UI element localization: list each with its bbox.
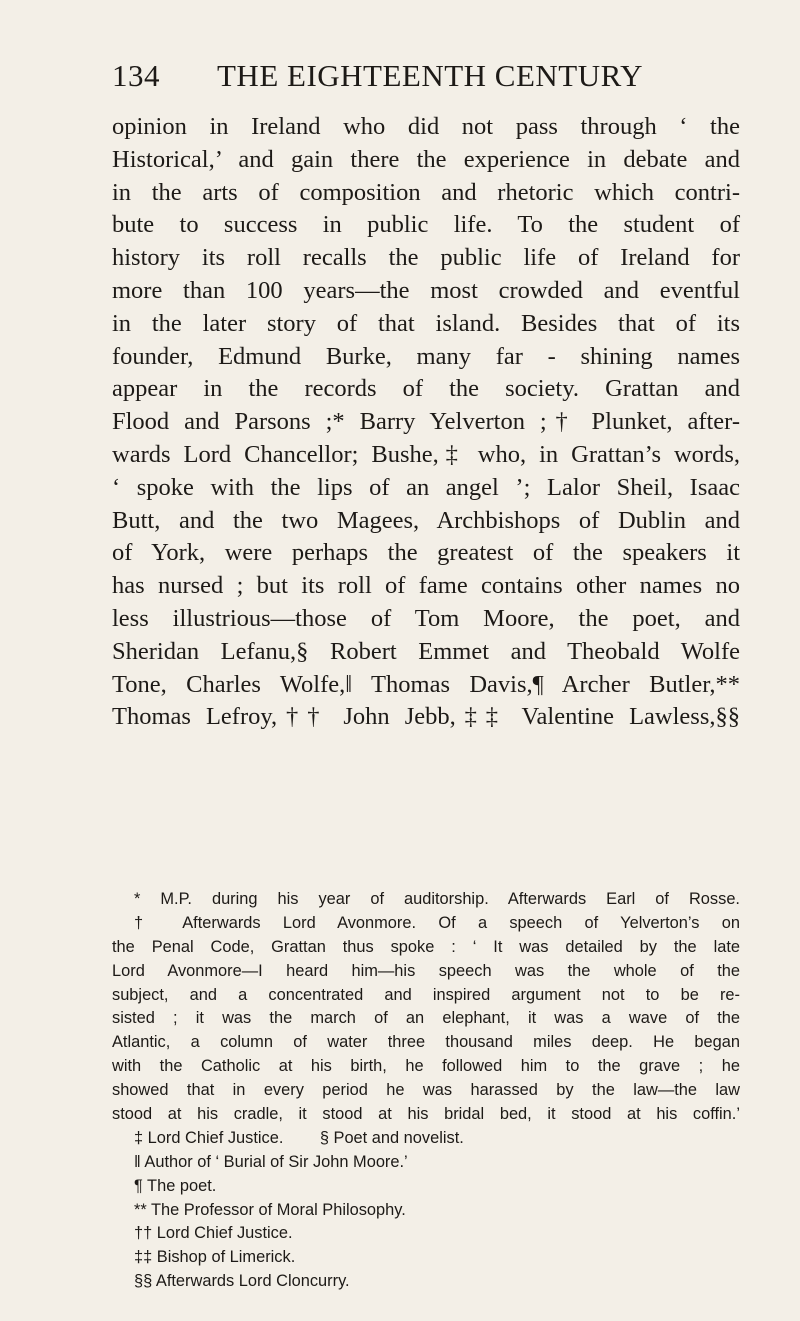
footnote-line: * M.P. during his year of auditorship. Afterwards Earl of Rosse. [134,890,740,908]
footnote-line: Lord Avonmore—I heard him—his speech was the whole of the [112,961,740,980]
text-line: of York, were perhaps the greatest of the speakers it [112,539,740,567]
footnote-line: §§ Afterwards Lord Cloncurry. [134,1272,350,1291]
footnote-line: sisted ; it was the march of an elephant, it was a wave of the [112,1009,740,1028]
text-line: less illustrious—those of Tom Moore, the poet, and [112,604,740,632]
text-line: ‘ spoke with the lips of an angel ’; Lalor Sheil, Isaac [112,473,740,501]
footnote-line: the Penal Code, Grattan thus spoke : ‘ It was detailed by the late [112,937,740,956]
footnote-line: showed that in every period he was harassed by the law—the law [112,1081,740,1100]
text-line: appear in the records of the society. Grattan and [112,375,740,403]
text-line: Historical,’ and gain there the experience in debate and [112,145,740,173]
footnote-line: Atlantic, a column of water three thousand miles deep. He began [112,1033,740,1052]
text-line: Thomas Lefroy,†† John Jebb,‡‡ Valentine Lawless,§§ [112,703,740,731]
footnote-line: subject, and a concentrated and inspired argument not to be re- [112,985,740,1004]
text-line: Flood and Parsons ;* Barry Yelverton ;† Plunket, after- [112,408,740,436]
footnote-line: ‡ Lord Chief Justice. § Poet and novelist. [134,1128,464,1147]
running-head: THE EIGHTEENTH CENTURY [217,58,643,93]
text-line: in the arts of composition and rhetoric which contri- [112,178,740,206]
text-line: history its roll recalls the public life of Ireland for [112,244,740,272]
footnote-line: † Afterwards Lord Avonmore. Of a speech of Yelverton’s on [134,913,740,932]
footnote-line: †† Lord Chief Justice. [134,1224,293,1243]
footnote-line: ** The Professor of Moral Philosophy. [134,1200,406,1219]
text-line: has nursed ; but its roll of fame contains other names no [112,572,740,600]
text-line: Tone, Charles Wolfe,‖ Thomas Davis,¶ Archer Butler,** [112,670,740,698]
footnote-line: ‡‡ Bishop of Limerick. [134,1248,296,1267]
footnote-line: ‖ Author of ‘ Burial of Sir John Moore.’ [134,1152,408,1171]
text-line: Butt, and the two Magees, Archbishops of Dublin and [112,506,740,534]
text-line: in the later story of that island. Besides that of its [112,309,740,337]
page-number: 134 [112,58,160,93]
main-text [112,111,740,734]
text-line: Sheridan Lefanu,§ Robert Emmet and Theobald Wolfe [112,637,740,665]
footnotes [112,888,740,1294]
text-line: opinion in Ireland who did not pass through ‘ the [112,113,740,140]
text-line: founder, Edmund Burke, many far - shining names [112,342,740,370]
footnote-line: stood at his cradle, it stood at his bridal bed, it stood at his coffin.’ [112,1105,740,1124]
footnote-line: with the Catholic at his birth, he followed him to the grave ; he [112,1057,740,1076]
text-line: bute to success in public life. To the student of [112,211,740,239]
footnote-line: ¶ The poet. [134,1176,217,1195]
page-header [112,58,712,98]
text-line: more than 100 years—the most crowded and eventful [112,276,740,304]
text-line: wards Lord Chancellor; Bushe,‡ who, in Grattan’s words, [112,440,740,468]
